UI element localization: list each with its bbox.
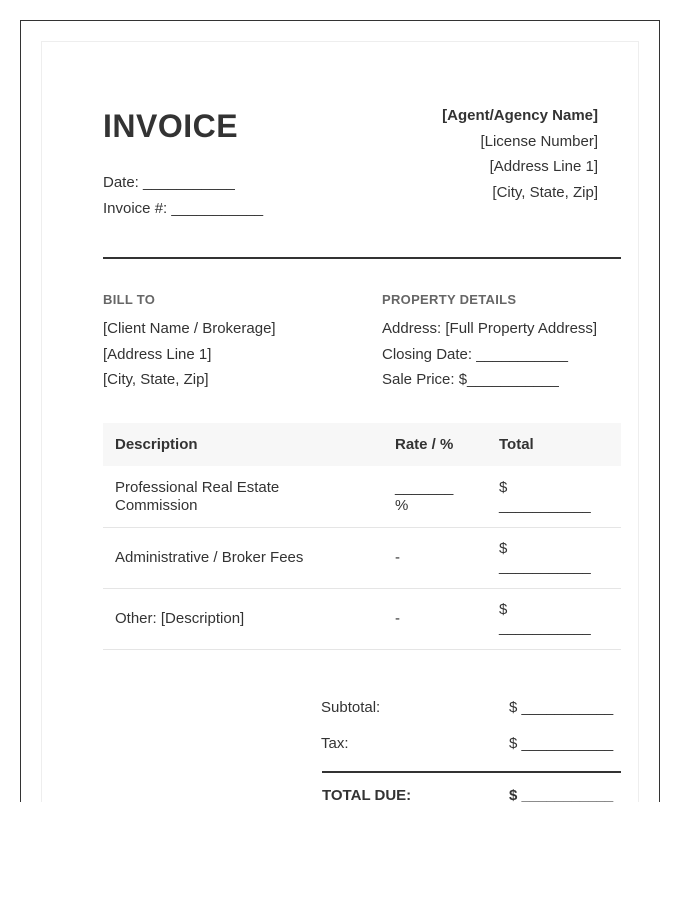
row-rate: _______ % xyxy=(395,479,454,514)
row-rate: - xyxy=(395,610,400,627)
page-frame xyxy=(20,20,660,802)
property-line: Sale Price: $___________ xyxy=(382,371,559,388)
property-line: Closing Date: ___________ xyxy=(382,346,568,363)
row-total: $ ___________ xyxy=(499,540,591,575)
subtotal-value: $ ___________ xyxy=(509,699,614,716)
tax-value: $ ___________ xyxy=(509,735,614,752)
total-divider xyxy=(322,771,621,773)
table-header xyxy=(103,423,621,466)
agent-license: [License Number] xyxy=(480,133,598,150)
header-total: Total xyxy=(499,436,534,453)
invoice-document xyxy=(41,41,639,802)
row-divider xyxy=(103,588,621,589)
property-details-label: PROPERTY DETAILS xyxy=(382,292,517,307)
row-divider xyxy=(103,649,621,650)
property-line: Address: [Full Property Address] xyxy=(382,320,598,337)
header-divider xyxy=(103,257,621,259)
bill-to-line: [Address Line 1] xyxy=(103,346,212,363)
invoice-title: INVOICE xyxy=(103,108,239,144)
row-description: Professional Real Estate Commission xyxy=(115,479,280,514)
invoice-date: Date: ___________ xyxy=(103,174,235,191)
subtotal-label: Subtotal: xyxy=(321,699,381,716)
bill-to-line: [City, State, Zip] xyxy=(103,371,209,388)
invoice-number: Invoice #: ___________ xyxy=(103,200,264,217)
agent-name: [Agent/Agency Name] xyxy=(442,107,598,124)
bill-to-line: [Client Name / Brokerage] xyxy=(103,320,276,337)
row-total: $ ___________ xyxy=(499,601,591,636)
tax-label: Tax: xyxy=(321,735,349,752)
row-rate: - xyxy=(395,549,400,566)
header-description: Description xyxy=(115,436,198,453)
agent-address: [Address Line 1] xyxy=(489,158,598,175)
agent-city: [City, State, Zip] xyxy=(492,184,598,201)
row-description: Administrative / Broker Fees xyxy=(115,549,304,566)
row-divider xyxy=(103,527,621,528)
total-due-label: TOTAL DUE: xyxy=(322,787,412,802)
row-total: $ ___________ xyxy=(499,479,591,514)
total-due-value: $ ___________ xyxy=(509,787,614,802)
row-description: Other: [Description] xyxy=(115,610,245,627)
header-rate: Rate / % xyxy=(395,436,454,453)
bill-to-label: BILL TO xyxy=(103,292,156,307)
